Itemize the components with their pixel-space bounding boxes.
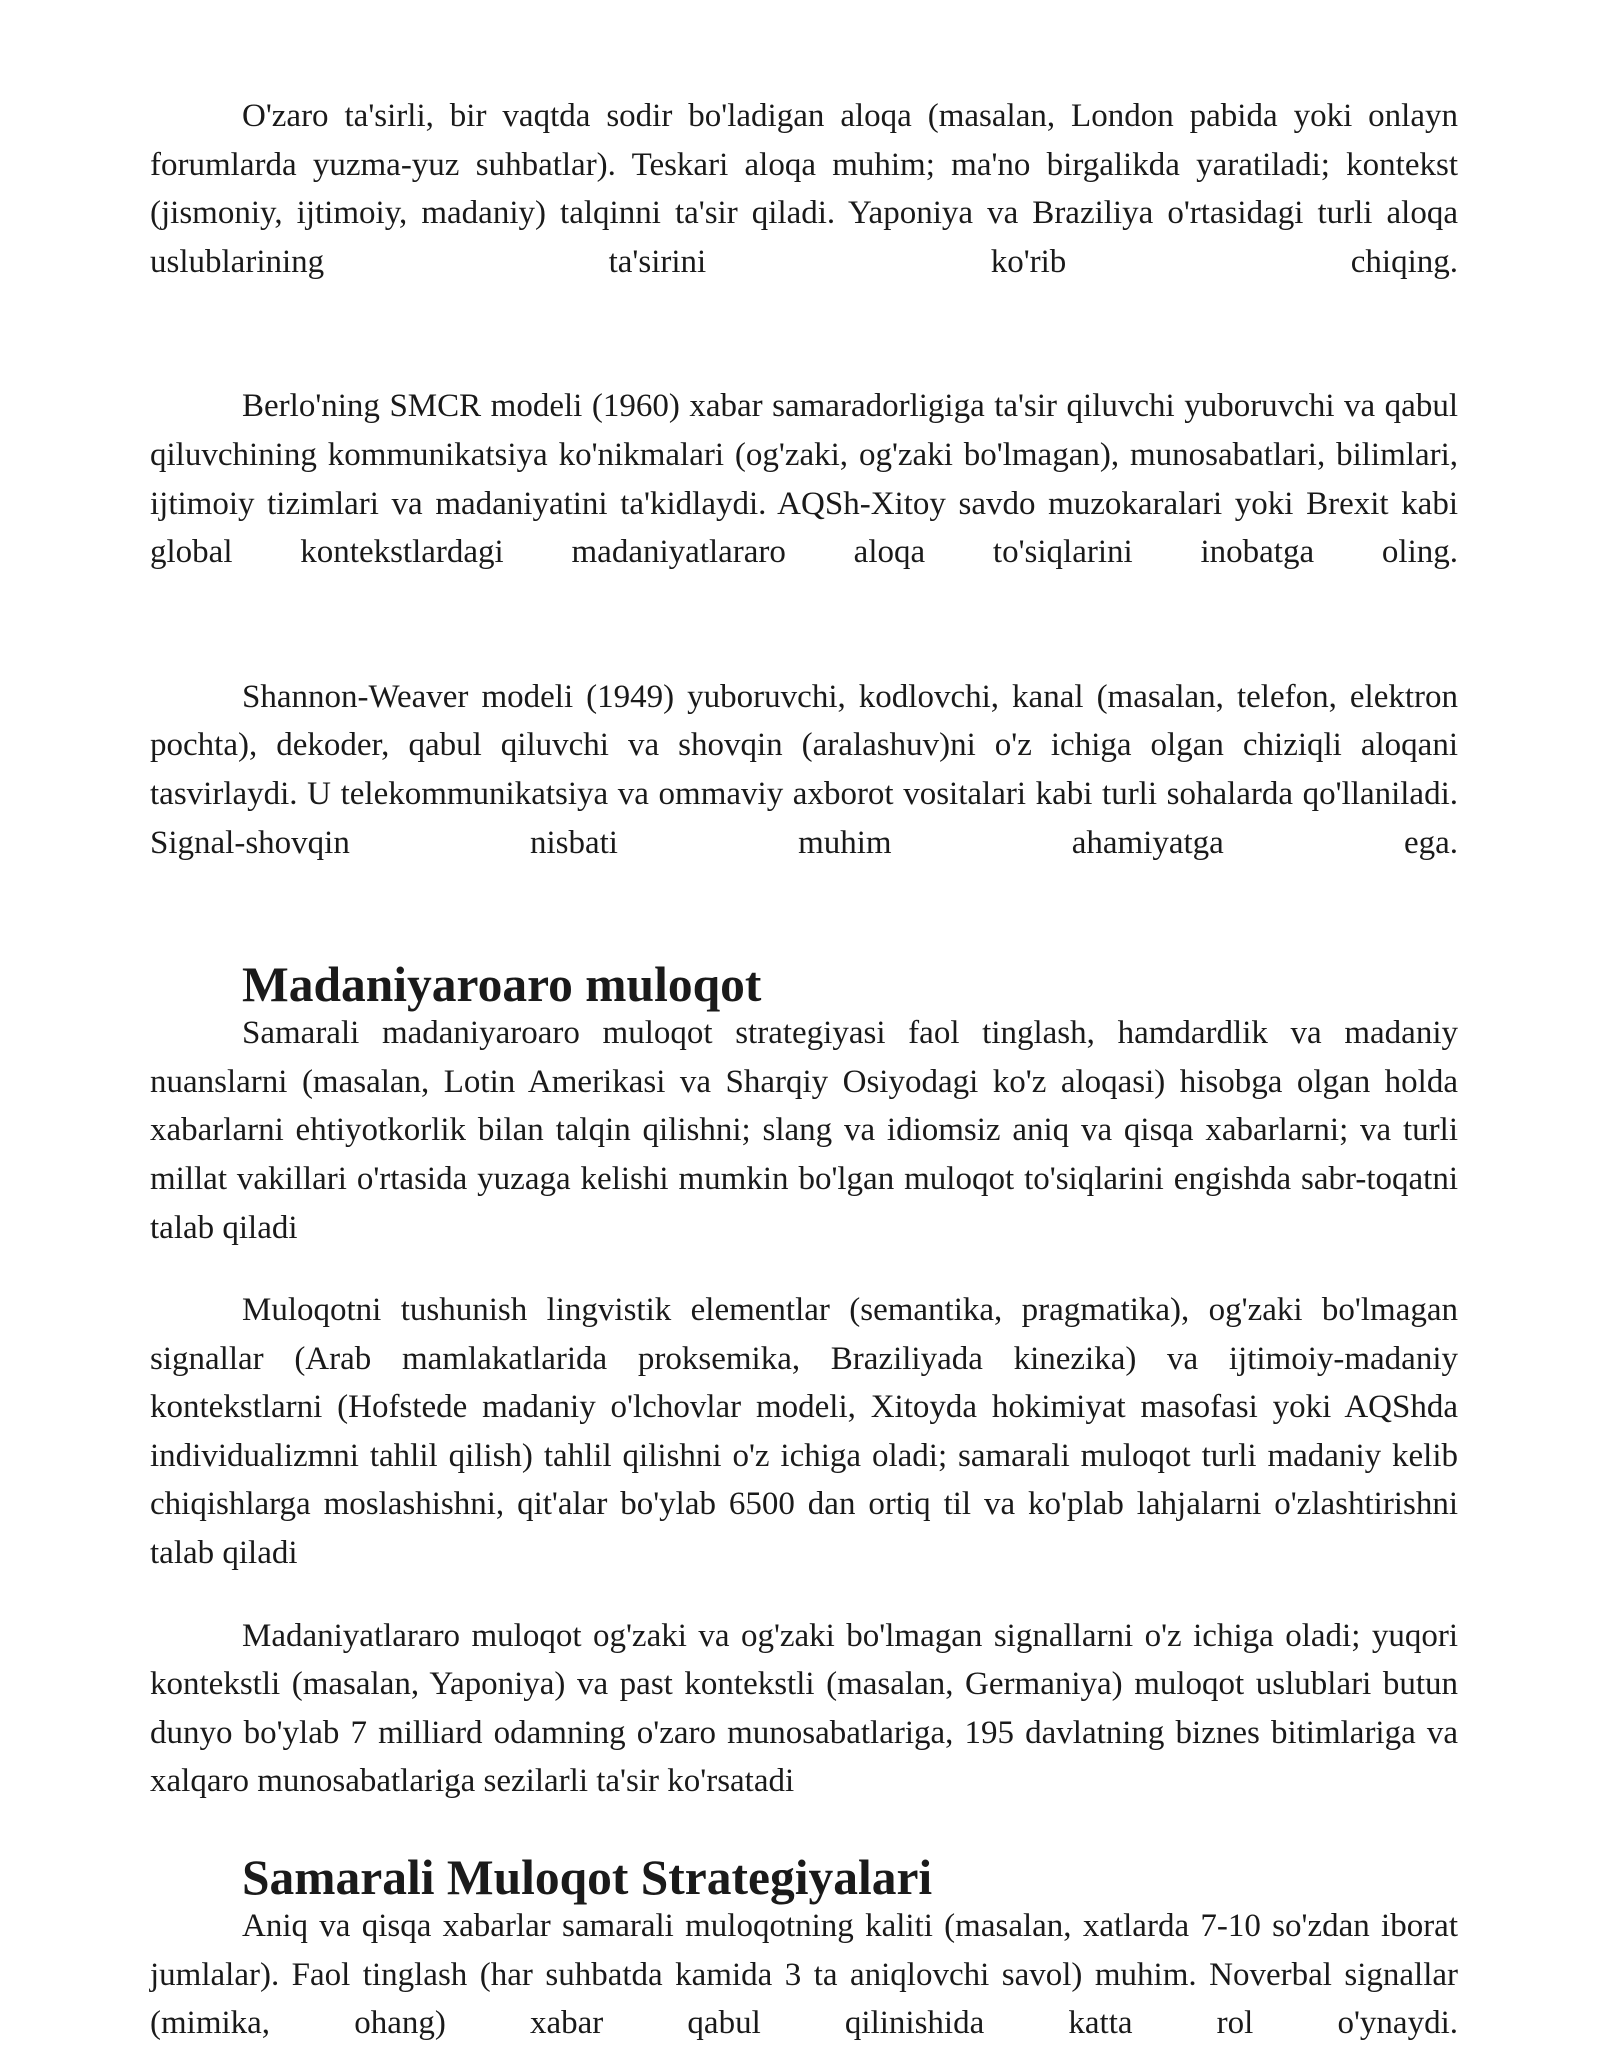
- paragraph-effective-strategies: Aniq va qisqa xabarlar samarali muloqotning kaliti (masalan, xatlarda 7-10 so'zdan iborat jumlalar). Faol tinglash (har suhbatda kamida 3 ta aniqlovchi savol) muhim. Noverbal signallar (mimika, ohang) xabar qabul qilinishida katta rol o'ynaydi.: [150, 1908, 1458, 2042]
- paragraph-spacer: [150, 1252, 1458, 1286]
- paragraph-spacer: [150, 867, 1458, 961]
- paragraph-shannon-weaver-model: Shannon-Weaver modeli (1949) yuboruvchi, kodlovchi, kanal (masalan, telefon, elektron pochta), dekoder, qabul qiluvchi va shovqin (aralashuv)ni o'z ichiga olgan chiziqli aloqani tasvirlaydi. U telekommunikatsiya va ommaviy axborot vositalari kabi turli sohalarda qo'llaniladi. Signal-shovqin nisbati muhim ahamiyatga ega.: [150, 678, 1458, 861]
- section-heading-strategies: Samarali Muloqot Strategiyalari: [242, 1850, 933, 1906]
- paragraph-interactive-communication: O'zaro ta'sirli, bir vaqtda sodir bo'ladigan aloqa (masalan, London pabida yoki onlayn forumlarda yuzma-yuz suhbatlar). Teskari aloqa muhim; ma'no birgalikda yaratiladi; kontekst (jismoniy, ijtimoiy, madaniy) talqinni ta'sir qiladi. Yaponiya va Braziliya o'rtasidagi turli aloqa uslublarining ta'sirini ko'rib chiqing.: [150, 98, 1458, 280]
- paragraph-intercultural-signals: Madaniyatlararo muloqot og'zaki va og'zaki bo'lmagan signallarni o'z ichiga oladi; yuqori kontekstli (masalan, Yaponiya) va past kontekstli (masalan, Germaniya) muloqot uslublari butun dunyo bo'ylab 7 milliard odamning o'zaro munosabatlariga, 195 davlatning biznes bitimlariga va xalqaro munosabatlariga sezilarli ta'sir ko'rsatadi: [150, 1617, 1458, 1800]
- paragraph-spacer: [150, 1578, 1458, 1612]
- document-body: [150, 92, 1458, 2048]
- paragraph-spacer: [150, 1806, 1458, 1854]
- paragraph-understanding-communication: Muloqotni tushunish lingvistik elementlar (semantika, pragmatika), og'zaki bo'lmagan signallar (Arab mamlakatlarida proksemika, Braziliyada kinezika) va ijtimoiy-madaniy kontekstlarni (Hofstede madaniy o'lchovlar modeli, Xitoyda hokimiyat masofasi yoki AQShda individualizmni tahlil qilish) tahlil qilishni o'z ichiga oladi; samarali muloqot turli madaniy kelib chiqishlarga moslashishni, qit'alar bo'ylab 6500 dan ortiq til va ko'plab lahjalarni o'zlashtirishni talab qiladi: [150, 1292, 1458, 1572]
- paragraph-spacer: [150, 286, 1458, 382]
- paragraph-spacer: [150, 577, 1458, 673]
- section-heading-intercultural: Madaniyaroaro muloqot: [242, 957, 762, 1013]
- paragraph-intercultural-strategy: Samarali madaniyaroaro muloqot strategiyasi faol tinglash, hamdardlik va madaniy nuanslarni (masalan, Lotin Amerikasi va Sharqiy Osiyodagi ko'z aloqasi) hisobga olgan holda xabarlarni ehtiyotkorlik bilan talqin qilishni; slang va idiomsiz aniq va qisqa xabarlarni; va turli millat vakillari o'rtasida yuzaga kelishi mumkin bo'lgan muloqot to'siqlarini engishda sabr-toqatni talab qiladi: [150, 1015, 1458, 1246]
- paragraph-smcr-model: Berlo'ning SMCR modeli (1960) xabar samaradorligiga ta'sir qiluvchi yuboruvchi va qabul qiluvchining kommunikatsiya ko'nikmalari (og'zaki, og'zaki bo'lmagan), munosabatlari, bilimlari, ijtimoiy tizimlari va madaniyatini ta'kidlaydi. AQSh-Xitoy savdo muzokaralari yoki Brexit kabi global kontekstlardagi madaniyatlararo aloqa to'siqlarini inobatga oling.: [150, 388, 1458, 571]
